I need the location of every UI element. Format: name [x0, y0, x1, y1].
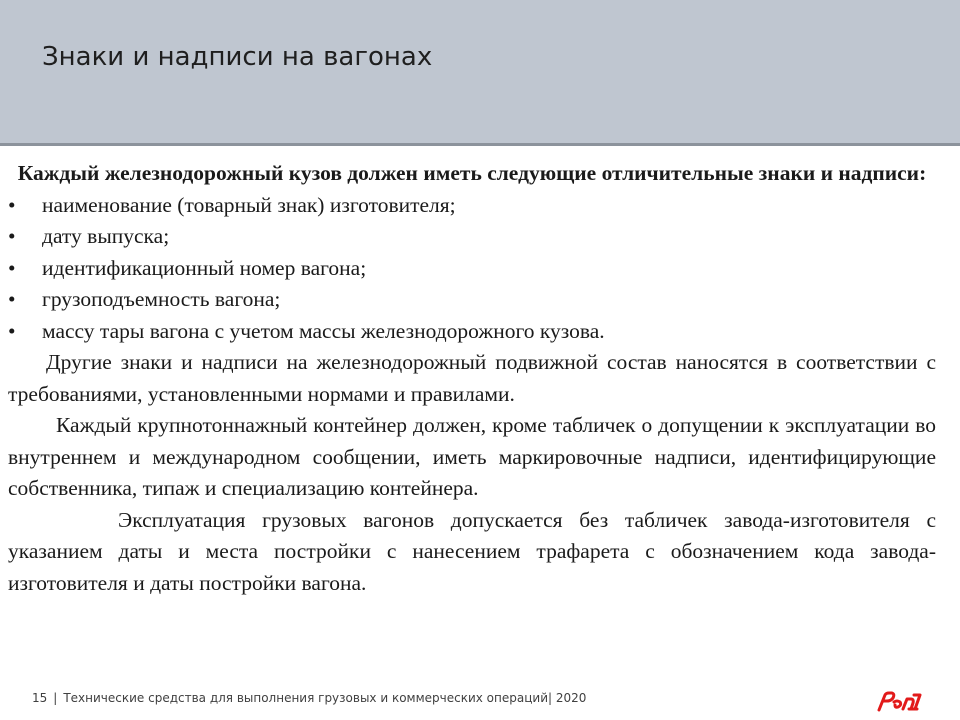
list-item-text: идентификационный номер вагона;	[42, 255, 367, 280]
footer-course-title: Технические средства для выполнения грузовых и коммерческих операций	[63, 691, 548, 705]
page-number: 15	[32, 691, 48, 705]
footer-text	[32, 691, 586, 705]
rzd-logo-icon	[876, 689, 924, 713]
list-item	[8, 284, 936, 316]
bullet-icon: •	[8, 192, 16, 217]
bullet-icon: •	[8, 287, 16, 311]
paragraph-other-marks: Другие знаки и надписи на железнодорожный подвижной состав наносятся в соответствии с требованиями, установленными нормами и правилами.	[8, 350, 936, 406]
list-item-text: дату выпуска;	[42, 224, 170, 248]
slide-content	[8, 158, 936, 599]
list-item	[8, 221, 936, 253]
list-item	[8, 253, 936, 285]
header-divider	[0, 143, 960, 146]
list-item-text: массу тары вагона с учетом массы железнодорожного кузова.	[42, 318, 605, 343]
list-item-text: грузоподъемность вагона;	[42, 287, 281, 311]
page-title: Знаки и надписи на вагонах	[42, 42, 433, 72]
bullet-icon: •	[8, 224, 16, 248]
paragraph-container-marks: Каждый крупнотоннажный контейнер должен, кроме табличек о допущении к эксплуатации во внутреннем и международном сообщении, иметь маркировочные надписи, идентифицирующие собственника, типаж и специализацию контейнера.	[8, 413, 936, 500]
header-band	[0, 0, 960, 143]
list-item	[8, 190, 936, 222]
bullet-icon: •	[8, 318, 16, 343]
paragraph-wagon-operation: Эксплуатация грузовых вагонов допускается без табличек завода-изготовителя с указанием даты и места постройки с нанесением трафарета с обозначением кода завода-изготовителя и даты постройки вагона.	[8, 507, 936, 595]
intro-heading: Каждый железнодорожный кузов должен иметь следующие отличительные знаки и надписи:	[17, 161, 927, 185]
footer-year: | 2020	[548, 691, 587, 705]
bullet-icon: •	[8, 255, 16, 280]
footer-separator: |	[53, 691, 58, 705]
list-item	[8, 316, 936, 348]
requirements-list	[8, 190, 936, 348]
footer	[0, 683, 960, 720]
list-item-text: наименование (товарный знак) изготовителя;	[42, 192, 456, 217]
